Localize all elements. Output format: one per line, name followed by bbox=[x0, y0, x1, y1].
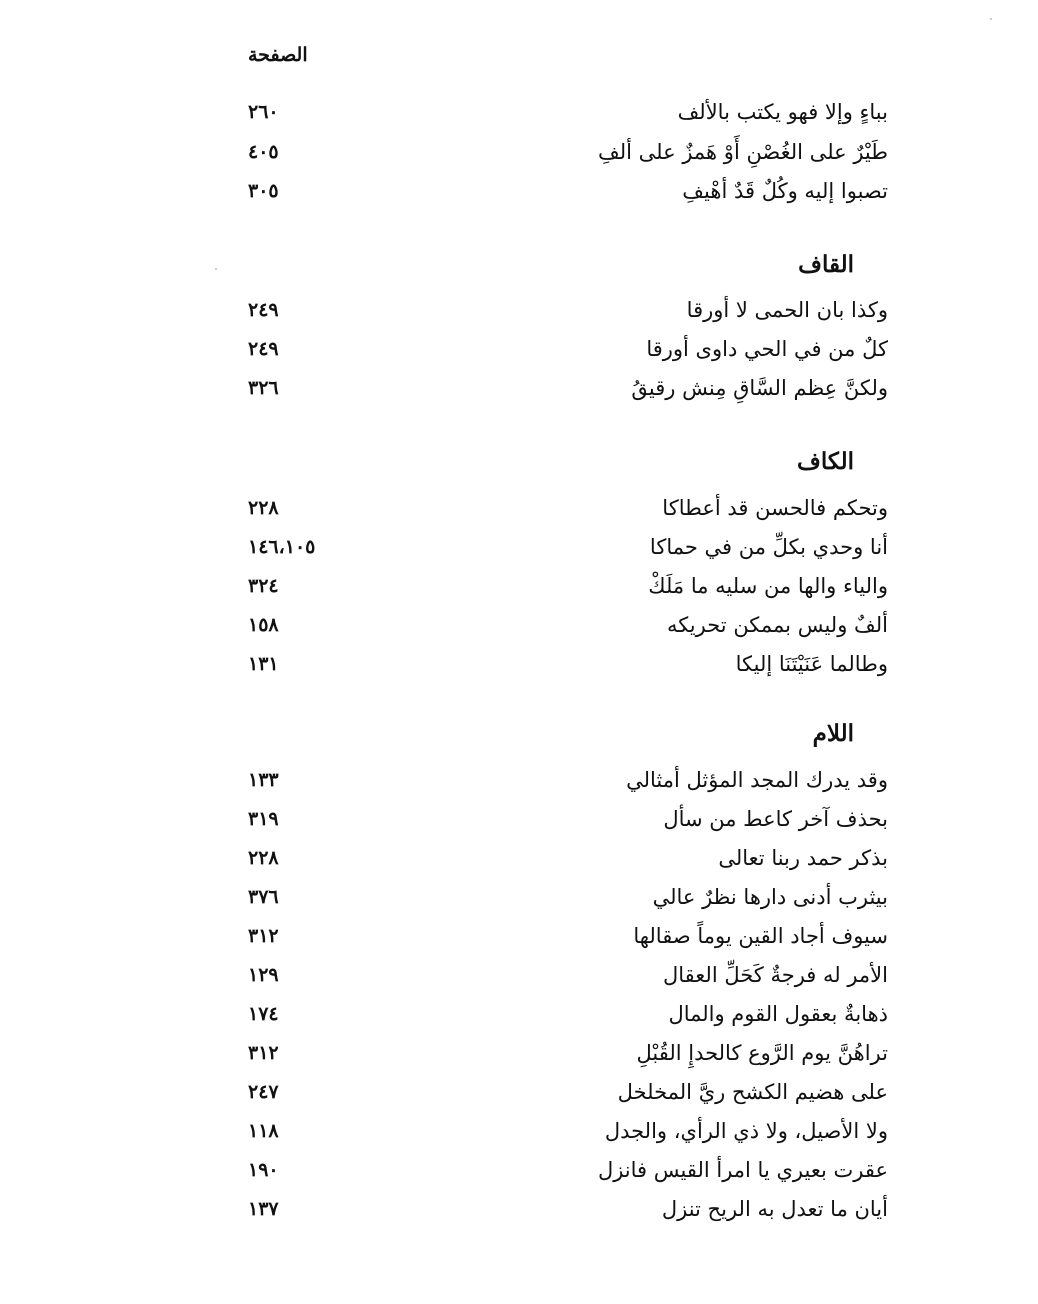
verse-text: وكذا بان الحمى لا أورقا bbox=[686, 298, 888, 322]
index-entry bbox=[0, 801, 1038, 837]
page-number: ٣١٢ bbox=[248, 925, 279, 947]
page-number: ٣٧٦ bbox=[248, 886, 279, 908]
page-number: ٣١٢ bbox=[248, 1042, 279, 1064]
index-entry bbox=[0, 1035, 1038, 1071]
verse-text: سيوف أجاد القين يوماً صقالها bbox=[633, 924, 888, 948]
index-entry bbox=[0, 879, 1038, 915]
page-number: ١٤٦،١٠٥ bbox=[248, 536, 316, 558]
verse-text: تصبوا إليه وكُلٌ قَدٌ أهْيفِ bbox=[682, 179, 888, 203]
index-entry bbox=[0, 134, 1038, 170]
verse-text: ولكنَّ عِظم السَّاقِ مِنش رقيقُ bbox=[631, 376, 888, 400]
page-number: ١٣٣ bbox=[248, 769, 279, 791]
index-entry bbox=[0, 1113, 1038, 1149]
page-number: ١٩٠ bbox=[248, 1159, 279, 1181]
verse-text: بيثرب أدنى دارها نظرٌ عالي bbox=[652, 885, 888, 909]
page-number: ٣٢٦ bbox=[248, 377, 279, 399]
section-heading-lam: اللام bbox=[812, 720, 854, 747]
page-number: ١٥٨ bbox=[248, 614, 279, 636]
verse-text: والياء والها من سليه ما مَلَكْ bbox=[648, 574, 888, 598]
index-entry bbox=[0, 94, 1038, 130]
index-entry bbox=[0, 370, 1038, 406]
page-column-label: الصفحة bbox=[248, 44, 308, 66]
index-entry bbox=[0, 292, 1038, 328]
index-entry bbox=[0, 568, 1038, 604]
page-number: ٣٠٥ bbox=[248, 180, 279, 202]
page-number: ١١٨ bbox=[248, 1120, 279, 1142]
scan-speck bbox=[990, 18, 992, 20]
page-number: ١٣١ bbox=[248, 653, 279, 675]
page-number: ٢٢٨ bbox=[248, 497, 279, 519]
scan-speck bbox=[215, 268, 217, 270]
verse-text: بذكر حمد ربنا تعالى bbox=[718, 846, 888, 870]
verse-text: ولا الأصيل، ولا ذي الرأي، والجدل bbox=[604, 1119, 888, 1143]
page-number: ٤٠٥ bbox=[248, 141, 279, 163]
index-entry bbox=[0, 1191, 1038, 1227]
index-entry bbox=[0, 173, 1038, 209]
page-number: ٣٢٤ bbox=[248, 575, 279, 597]
index-entry bbox=[0, 996, 1038, 1032]
verse-text: على هضيم الكشح ريَّ المخلخل bbox=[617, 1080, 888, 1104]
index-entry bbox=[0, 529, 1038, 565]
verse-text: وطالما عَنَيْتَنَا إليكا bbox=[735, 652, 888, 676]
verse-text: عقرت بعيري يا امرأ القيس فانزل bbox=[597, 1158, 888, 1182]
verse-text: طَيْرٌ على الغُصْنِ أَوْ هَمزٌ على ألفِ bbox=[598, 140, 888, 164]
verse-text: كلٌ من في الحي داوى أورقا bbox=[646, 337, 888, 361]
page-number: ١٣٧ bbox=[248, 1198, 279, 1220]
page-number: ٢٢٨ bbox=[248, 847, 279, 869]
page-number: ١٢٩ bbox=[248, 964, 279, 986]
verse-text: وتحكم فالحسن قد أعطاكا bbox=[662, 496, 888, 520]
index-entry bbox=[0, 1074, 1038, 1110]
index-entry bbox=[0, 840, 1038, 876]
index-entry bbox=[0, 331, 1038, 367]
index-entry bbox=[0, 1152, 1038, 1188]
page-number: ٣١٩ bbox=[248, 808, 279, 830]
verse-text: تراهُنَّ يوم الرَّوع كالحدإِ القُبْلِ bbox=[636, 1041, 888, 1065]
index-entry bbox=[0, 762, 1038, 798]
verse-text: بحذف آخر كاعط من سأل bbox=[663, 807, 888, 831]
index-entry bbox=[0, 646, 1038, 682]
section-heading-kaf: الكاف bbox=[797, 448, 854, 475]
page-number: ٢٤٧ bbox=[248, 1081, 279, 1103]
verse-text: وقد يدرك المجد المؤثل أمثالي bbox=[626, 768, 888, 792]
verse-text: الأمر له فرجةٌ كَحَلِّ العقال bbox=[663, 963, 888, 987]
index-entry bbox=[0, 918, 1038, 954]
page-number: ٢٤٩ bbox=[248, 299, 279, 321]
verse-text: بباءٍ وإلا فهو يكتب بالألف bbox=[677, 100, 888, 124]
verse-text: ألفٌ وليس بممكن تحريكه bbox=[666, 613, 888, 637]
verse-text: ذهابةٌ بعقول القوم والمال bbox=[668, 1002, 888, 1026]
index-entry bbox=[0, 490, 1038, 526]
page-number: ١٧٤ bbox=[248, 1003, 279, 1025]
index-entry bbox=[0, 957, 1038, 993]
page-number: ٢٦٠ bbox=[248, 101, 279, 123]
page-number: ٢٤٩ bbox=[248, 338, 279, 360]
section-heading-qaf: القاف bbox=[798, 251, 854, 278]
verse-text: أيان ما تعدل به الريح تنزل bbox=[661, 1197, 888, 1221]
index-entry bbox=[0, 607, 1038, 643]
verse-text: أنا وحدي بكلِّ من في حماكا bbox=[649, 535, 888, 559]
